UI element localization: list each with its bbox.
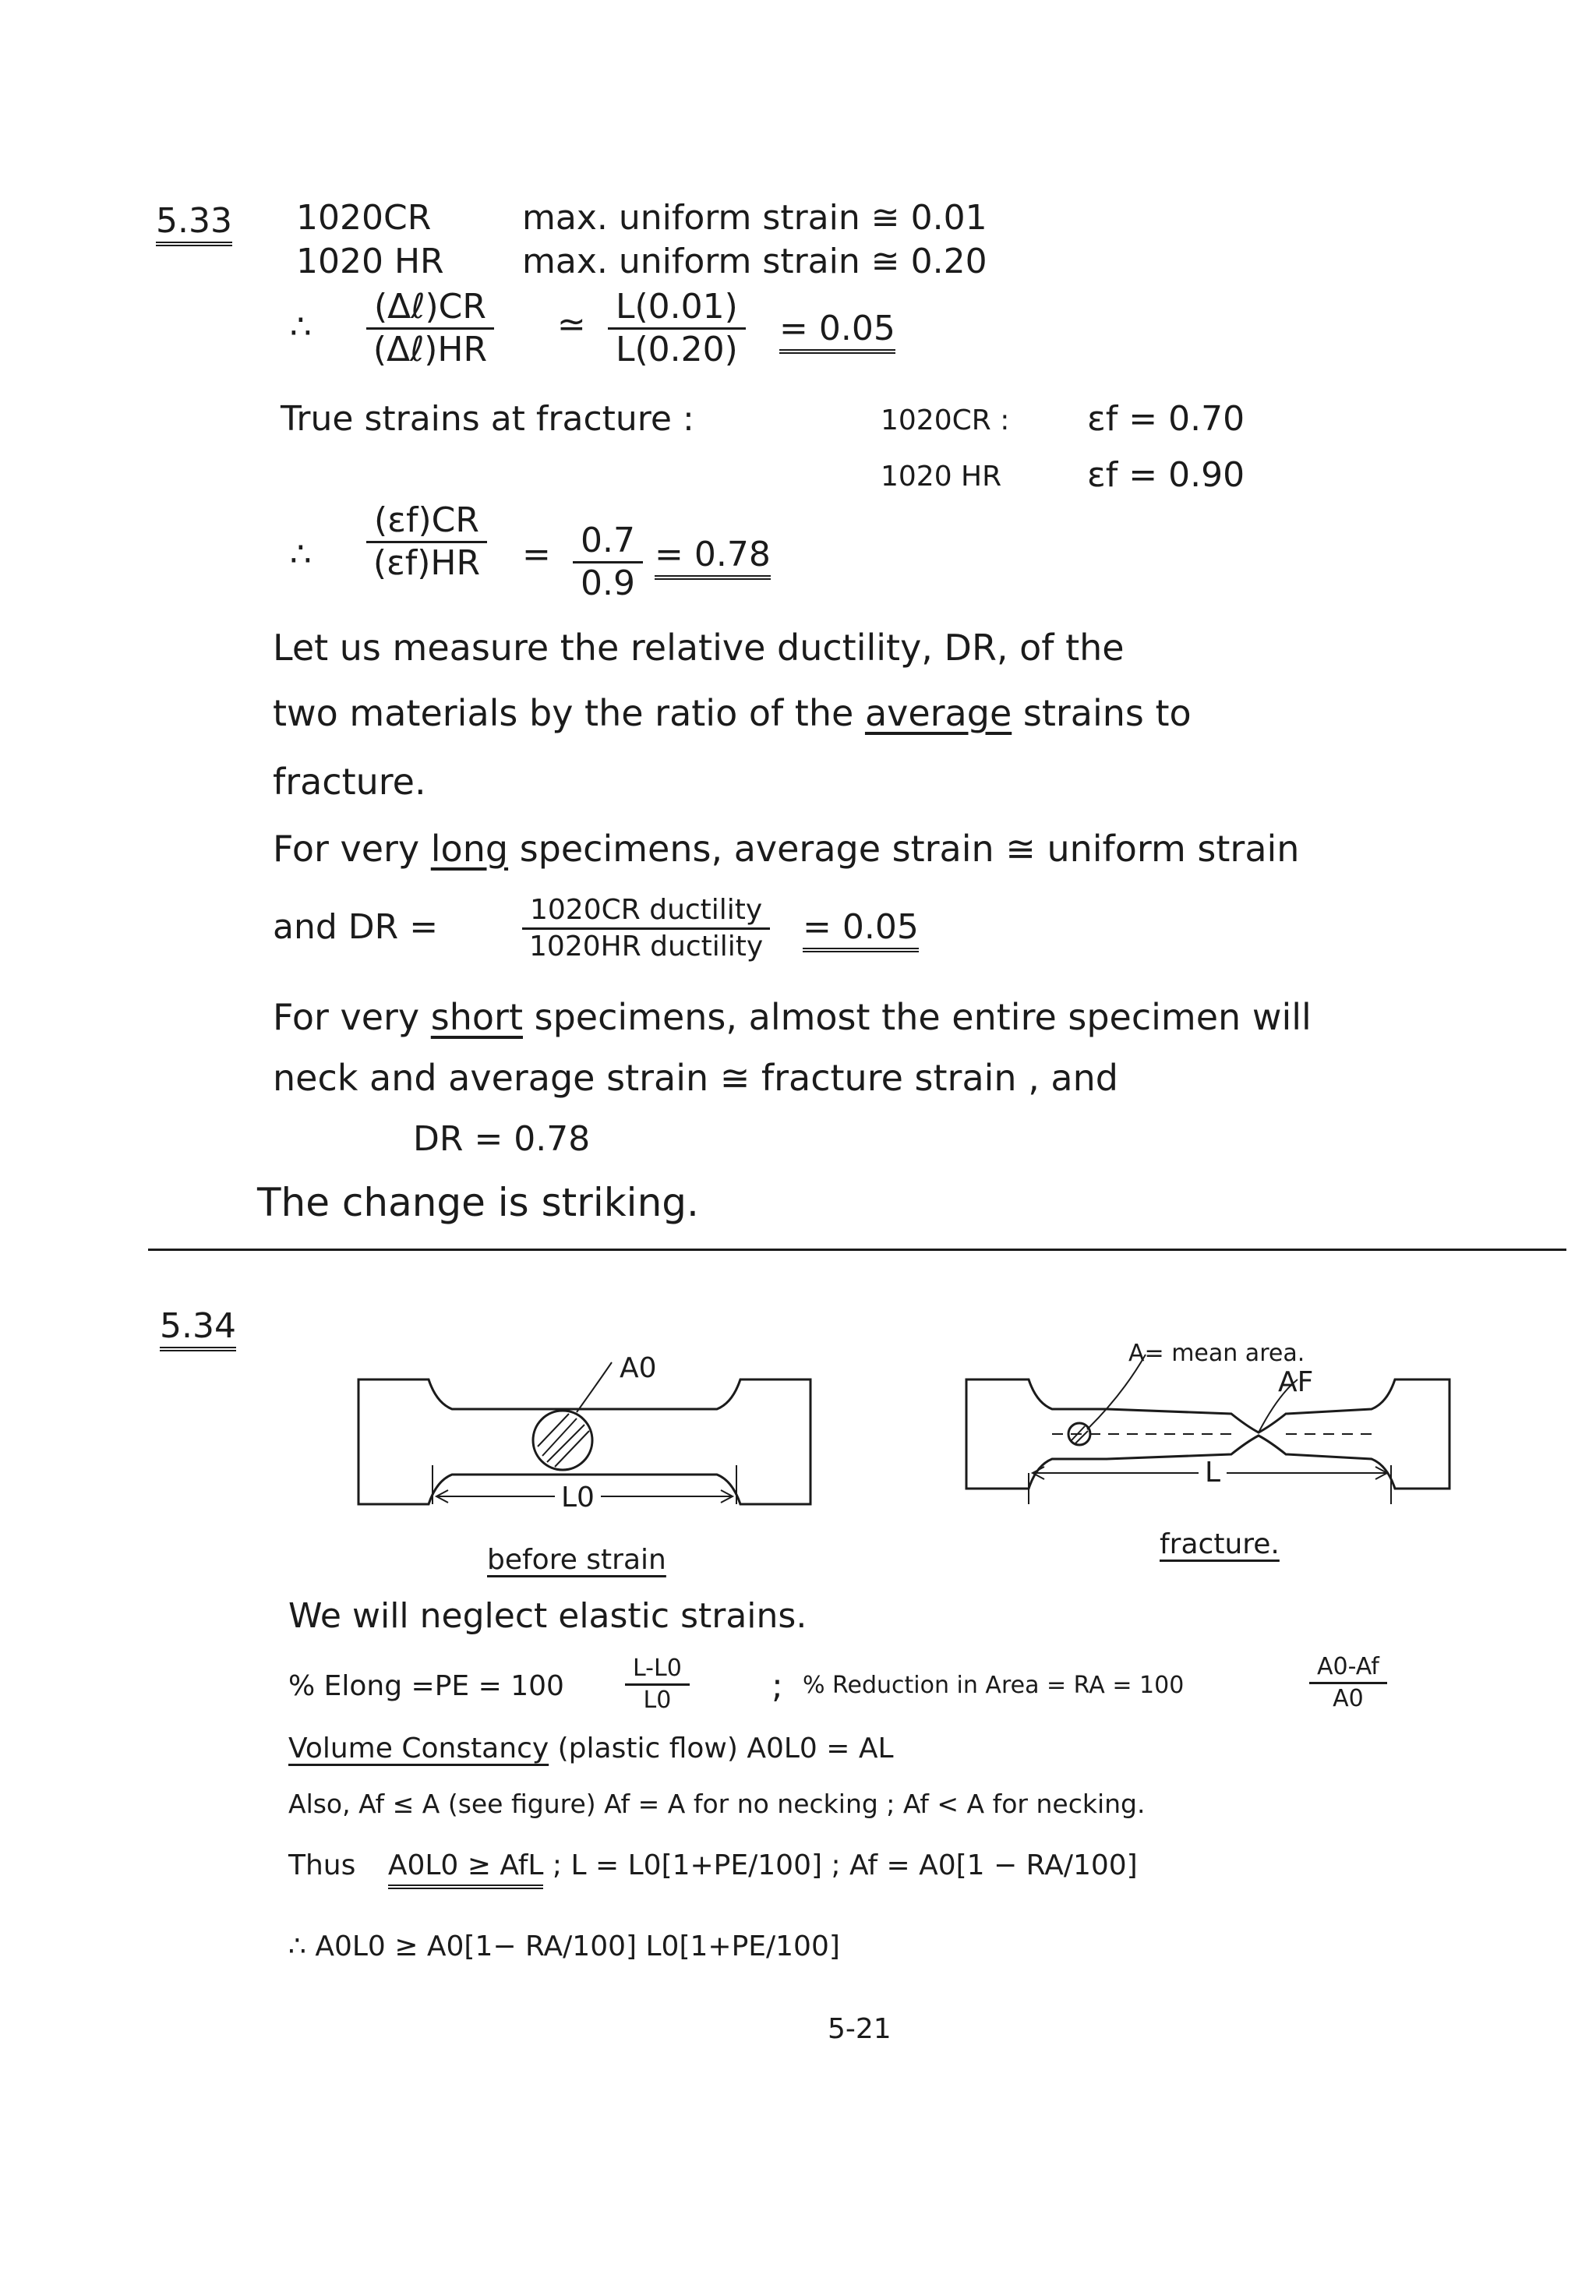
short-line-part-a: For very [273,996,420,1038]
dr-short-result: DR = 0.78 [413,1119,591,1159]
paragraph-2-average: average [864,692,1012,734]
true-strains-label: True strains at fracture : [281,399,694,439]
mean-area-label: A= mean area. [1128,1340,1305,1367]
long-line-part-c: specimens, average strain ≅ uniform strain [519,828,1300,870]
caption-fracture: fracture. [1160,1528,1280,1560]
true-strain-hr-value: εf = 0.90 [1087,455,1245,495]
true-strain-cr-material: 1020CR : [881,404,1010,436]
paragraph-2-part-a: two materials by the ratio of the [273,692,854,734]
therefore-symbol-2: ∴ [290,535,312,574]
short-specimens-line [273,996,1312,1038]
ratio-fracture-strain-numerator: (εf)CR [366,503,487,543]
section-divider [148,1249,1566,1251]
dr-long-ratio [522,896,770,961]
pe-fraction-numerator: L-L0 [625,1657,690,1686]
ratio-length-strain-denominator: L(0.20) [616,330,738,369]
thus-equations: ; L = L0[1+PE/100] ; Af = A0[1 − RA/100] [552,1849,1138,1881]
volume-constancy-title: Volume Constancy [288,1733,549,1764]
paragraph-relative-ductility-3: fracture. [273,761,426,803]
ratio-delta-l [366,287,494,369]
page-number: 5-21 [828,2013,892,2045]
percent-elongation-definition: % Elong =PE = 100 [288,1670,564,1702]
ra-fraction-numerator: A0-Af [1309,1655,1387,1684]
ratio-values-denominator: 0.9 [581,563,635,603]
and-dr-label: and DR = [273,907,439,947]
ratio-delta-l-denominator: (Δℓ)HR [373,330,488,369]
fracture-area-label-af: AF [1278,1366,1314,1398]
dr-long-result: = 0.05 [803,910,919,952]
true-strain-hr-material: 1020 HR [881,461,1002,493]
short-specimens-line-2: neck and average strain ≅ fracture strain , and [273,1057,1118,1099]
ratio-fracture-strain-result: = 0.78 [655,538,771,580]
final-inequality: ∴ A0L0 ≥ A0[1− RA/100] L0[1+PE/100] [288,1930,840,1962]
reduction-in-area-definition: % Reduction in Area = RA = 100 [803,1672,1185,1699]
true-strain-cr-value: εf = 0.70 [1087,399,1245,439]
semicolon-separator: ; [772,1666,783,1706]
neglect-elastic-strains: We will neglect elastic strains. [288,1596,807,1636]
ratio-values-numerator: 0.7 [573,524,643,563]
long-line-part-a: For very [273,828,420,870]
therefore-symbol: ∴ [290,307,312,347]
thus-inequality: A0L0 ≥ AfL [388,1849,544,1889]
pe-fraction [625,1657,690,1712]
pe-fraction-denominator: L0 [643,1687,672,1714]
length-label-l0: L0 [555,1484,601,1512]
short-line-part-c: specimens, almost the entire specimen will [534,996,1312,1038]
length-label-l: L [1199,1459,1227,1487]
ratio-fracture-strain [366,500,487,583]
volume-constancy-equation: (plastic flow) A0L0 = AL [557,1733,894,1764]
long-line-long: long [430,828,509,870]
problem-label-5-34: 5.34 [160,1309,236,1351]
area-label-a0: A0 [620,1352,657,1384]
material-1020hr: 1020 HR [296,242,444,281]
conclusion-text: The change is striking. [257,1180,699,1225]
dr-long-numerator: 1020CR ductility [522,896,770,930]
ratio-delta-l-result: = 0.05 [779,312,895,354]
caption-before-strain: before strain [487,1544,666,1576]
ratio-length-strain-numerator: L(0.01) [608,290,746,330]
ratio-values [573,521,643,603]
max-strain-hr: max. uniform strain ≅ 0.20 [522,242,987,281]
ratio-delta-l-numerator: (Δℓ)CR [366,290,494,330]
specimen-fracture-figure [951,1348,1465,1528]
short-line-short: short [430,996,523,1038]
paragraph-relative-ductility-1: Let us measure the relative ductility, DR, of the [273,627,1125,669]
volume-constancy-line [288,1735,894,1763]
dr-long-denominator: 1020HR ductility [529,931,764,963]
ra-fraction-denominator: A0 [1333,1685,1364,1712]
thus-line [288,1849,1138,1881]
ratio-fracture-strain-denominator: (εf)HR [373,543,481,583]
paragraph-relative-ductility-2 [273,692,1192,734]
problem-label-5-33: 5.33 [156,204,232,246]
ratio-length-strain [608,287,746,369]
equals-symbol: = [522,535,551,574]
long-specimens-line [273,828,1300,870]
max-strain-cr: max. uniform strain ≅ 0.01 [522,198,987,238]
paragraph-2-part-c: strains to [1022,692,1192,734]
ra-fraction [1309,1655,1387,1711]
thus-label: Thus [288,1849,356,1881]
also-necking-line: Also, Af ≤ A (see figure) Af = A for no necking ; Af < A for necking. [288,1789,1146,1819]
material-1020cr: 1020CR [296,198,432,238]
approx-symbol: ≃ [557,305,586,344]
